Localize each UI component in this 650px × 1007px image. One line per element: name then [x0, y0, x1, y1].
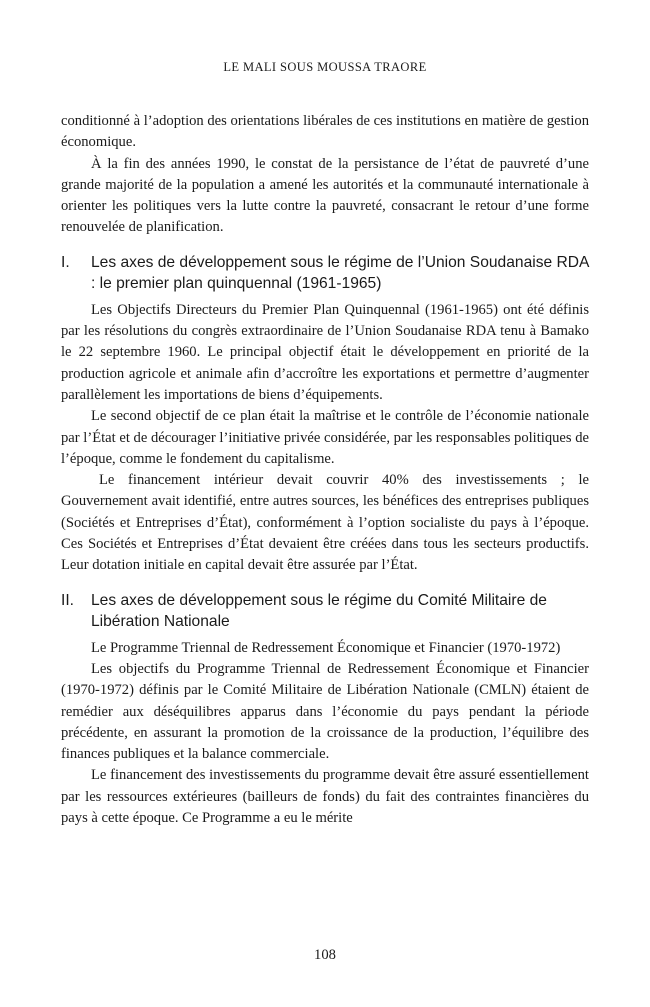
- running-header: LE MALI SOUS MOUSSA TRAORE: [223, 60, 427, 74]
- section-title: Les axes de développement sous le régime du Comité Militaire de Libération Nationale: [91, 591, 547, 631]
- paragraph: Le second objectif de ce plan était la maîtrise et le contrôle de l’économie nationale par l’État et de décourager l’initiative privée considérée, par les responsables politiques de l’époque, comme le fondement du capitalisme.: [61, 408, 590, 467]
- section-heading-2: [61, 590, 589, 633]
- section-title: Les axes de développement sous le régime de l’Union Soudanaise RDA : le premier plan quinquennal (1961-1965): [91, 253, 589, 293]
- section-number: I.: [61, 253, 70, 271]
- paragraph: À la fin des années 1990, le constat de la persistance de l’état de pauvreté d’une grande majorité de la population a amené les autorités et la communauté internationale à orienter les politiques vers la lutte contre la pauvreté, consacrant le retour d’une forme renouvelée de planification.: [61, 155, 589, 236]
- book-page: [61, 0, 589, 1007]
- paragraph-continuation: conditionné à l’adoption des orientations libérales de ces institutions en matière de gestion économique.: [61, 113, 589, 151]
- paragraph: Les Objectifs Directeurs du Premier Plan Quinquennal (1961-1965) ont été définis par les résolutions du congrès extraordinaire de l’Union Soudanaise RDA tenu à Bamako le 22 septembre 1960. Le principal objectif était le développement en priorité de la production agricole et animale afin d’accroître les exportations et permettre d’augmenter parallèlement les importations de biens d’équipements.: [61, 301, 589, 403]
- paragraph: Les objectifs du Programme Triennal de Redressement Économique et Financier (1970-1972) définis par le Comité Militaire de Libération Nationale (CMLN) étaient de remédier aux déséquilibres apparus dans l’économie du pays pendant la période précédente, en assurant la promotion de la croissance de la production, l’équilibre des finances publiques et la balance commerciale.: [61, 660, 589, 763]
- body-text: [61, 111, 589, 829]
- paragraph: Le Programme Triennal de Redressement Économique et Financier (1970-1972): [91, 639, 561, 656]
- paragraph: Le financement intérieur devait couvrir 40% des investissements ; le Gouvernement avait identifié, entre autres sources, les bénéfices des entreprises publiques (Sociétés et Entreprises d’État), conformément à l’option socialiste du pays à l’époque. Ces Sociétés et Entreprises d’État devaient être créées dans tous les secteurs productifs. Leur dotation initiale en capital devait être assurée par l’État.: [61, 472, 589, 574]
- section-heading-1: [61, 252, 589, 295]
- page-number: 108: [314, 947, 336, 963]
- section-number: II.: [61, 591, 74, 609]
- paragraph: Le financement des investissements du programme devait être assuré essentiellement par les ressources extérieures (bailleurs de fonds) du fait des contraintes financières du pays à cette époque. Ce Programme a eu le mérite: [61, 767, 589, 827]
